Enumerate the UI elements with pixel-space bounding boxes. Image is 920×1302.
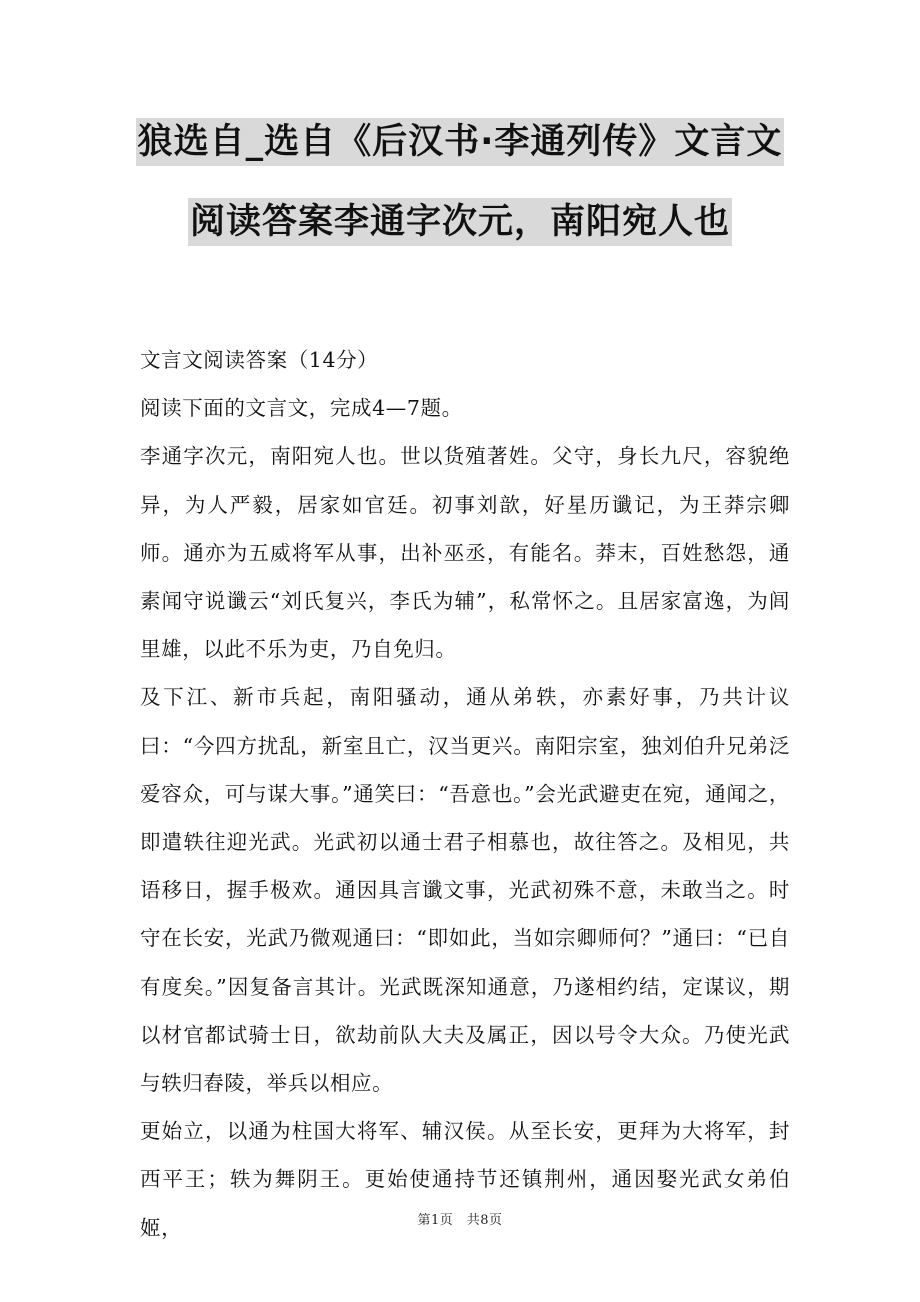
page-number: 第1页 共8页 (417, 1213, 503, 1228)
paragraph: 及下江、新市兵起，南阳骚动，通从弟轶，亦素好事，乃共计议曰：“今四方扰乱，新室且亡，汉当更兴。南阳宗室，独刘伯升兄弟泛爱容众，可与谋大事。”通笑曰：“吾意也。”会光武避吏在宛，通闻之，即遣轶往迎光武。光武初以通士君子相慕也，故往答之。及相见，共语移日，握手极欢。通因具言谶文事，光武初殊不意，未敢当之。时守在长安，光武乃微观通曰：“即如此，当如宗卿师何？”通曰：“已自有度矣。”因复备言其计。光武既深知通意，乃遂相约结，定谋议，期以材官都试骑士日，欲劫前队大夫及属正，因以号令大众。乃使光武与轶归舂陵，举兵以相应。 (140, 685, 790, 1096)
paragraph: 李通字次元，南阳宛人也。世以货殖著姓。父守，身长九尺，容貌绝异，为人严毅，居家如官廷。初事刘歆，好星历谶记，为王莽宗卿师。通亦为五威将军从事，出补巫丞，有能名。莽末，百姓愁怨，通素闻守说谶云“刘氏复兴，李氏为辅”，私常怀之。且居家富逸，为闾里雄，以此不乐为吏，乃自免归。 (140, 444, 790, 662)
page-footer (0, 1209, 920, 1228)
document-body (140, 336, 790, 1252)
title-line-2: 阅读答案李通字次元，南阳宛人也 (188, 198, 732, 246)
paragraph: 更始立，以通为柱国大将军、辅汉侯。从至长安，更拜为大将军，封西平王；轶为舞阴王。更始使通持节还镇荆州，通因娶光武女弟伯姬， (140, 1119, 790, 1240)
title-line-1: 狼选自_选自《后汉书·李通列传》文言文 (136, 118, 785, 166)
document-title (0, 118, 920, 278)
instruction-text: 阅读下面的文言文，完成4—7题。 (140, 396, 463, 421)
section-heading: 文言文阅读答案（14分） (140, 348, 379, 372)
